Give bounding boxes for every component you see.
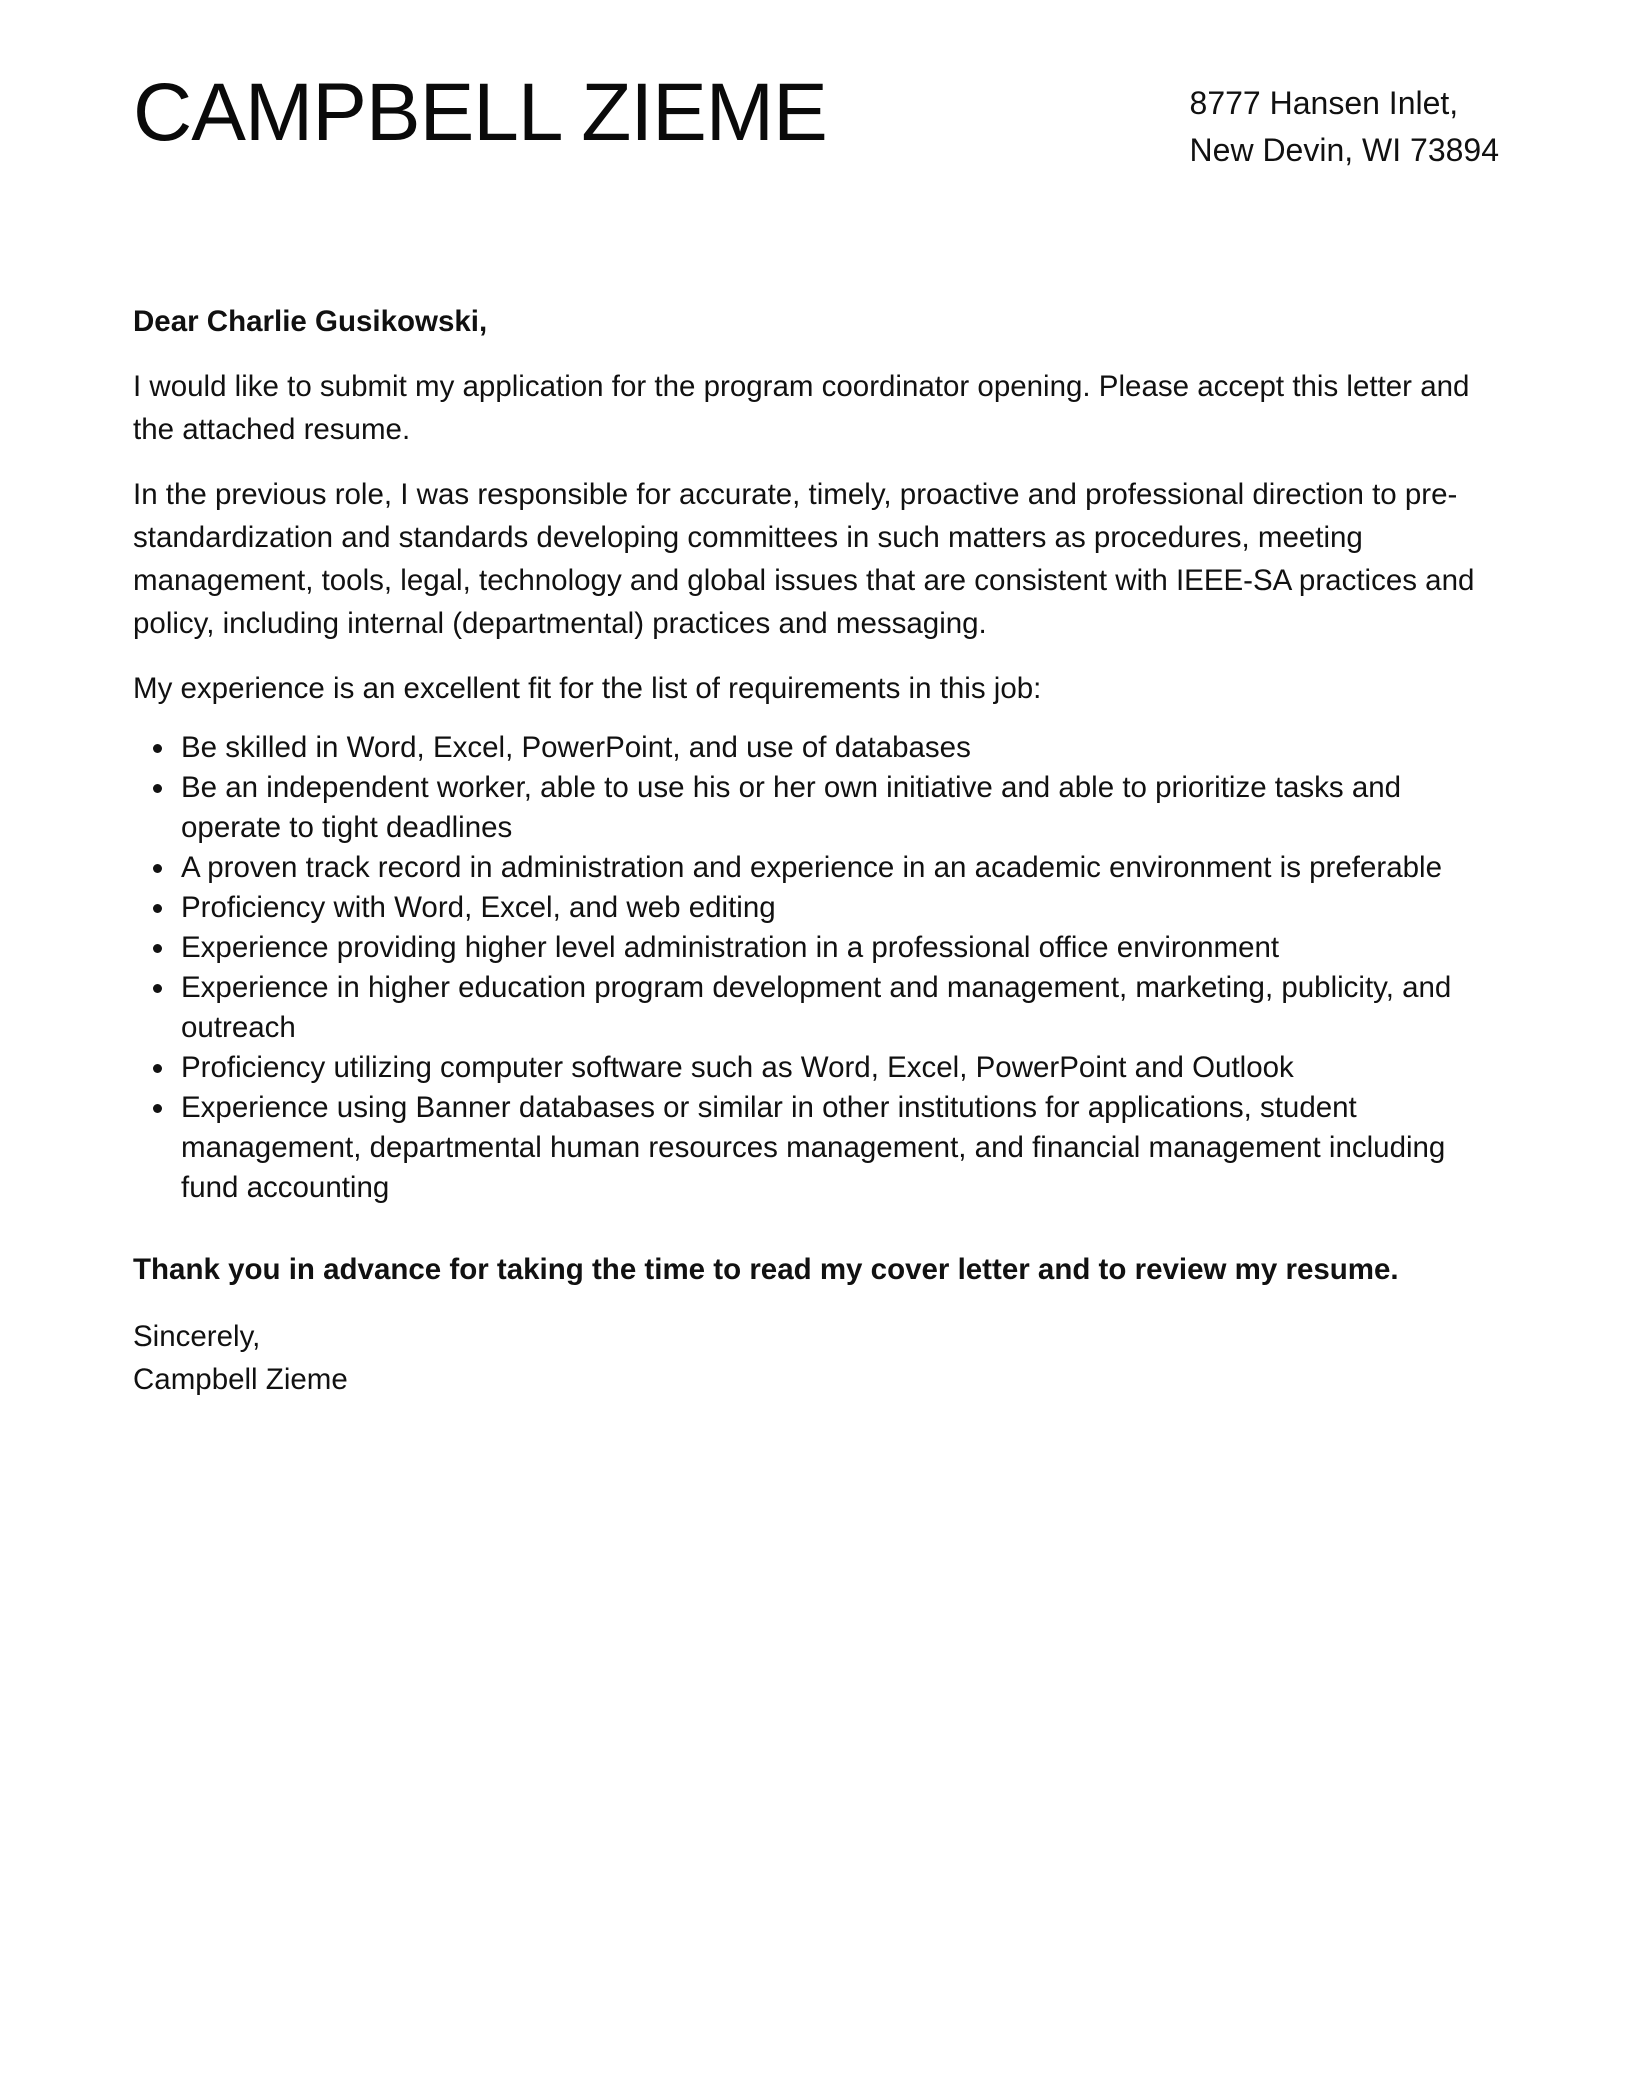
- list-item-text: Be an independent worker, able to use his or her own initiative and able to prioritize tasks and operate to tight deadlines: [181, 771, 1402, 844]
- bullet-icon: [153, 1104, 162, 1113]
- list-item-text: Experience in higher education program development and management, marketing, publicity, and outreach: [181, 971, 1452, 1044]
- list-item-text: Experience using Banner databases or similar in other institutions for applications, student management, departmental human resources management, and financial management including fund accounting: [181, 1091, 1446, 1204]
- salutation: Dear Charlie Gusikowski,: [133, 305, 488, 338]
- list-item-text: A proven track record in administration and experience in an academic environment is preferable: [181, 851, 1442, 884]
- bullet-icon: [153, 944, 162, 953]
- list-item: [133, 1088, 1499, 1208]
- experience-paragraph: In the previous role, I was responsible for accurate, timely, proactive and professional direction to pre-standardization and standards developing committees in such matters as procedures, meeting management, tools, legal, technology and global issues that are consistent with IEEE-SA practices and policy, including internal (departmental) practices and messaging.: [133, 478, 1475, 640]
- closing-statement: Thank you in advance for taking the time to read my cover letter and to review my resume.: [133, 1253, 1399, 1286]
- requirements-list: [133, 728, 1499, 1208]
- address-line-2: New Devin, WI 73894: [1189, 132, 1499, 168]
- bullet-icon: [153, 904, 162, 913]
- list-item: [133, 768, 1499, 848]
- bullet-icon: [153, 744, 162, 753]
- list-item-text: Be skilled in Word, Excel, PowerPoint, and use of databases: [181, 731, 971, 764]
- letter-body: [133, 300, 1499, 1401]
- list-item: [133, 848, 1499, 888]
- applicant-address: [1190, 80, 1499, 174]
- letter-header: [133, 0, 1499, 300]
- list-item-text: Proficiency with Word, Excel, and web editing: [181, 891, 776, 924]
- list-item: [133, 888, 1499, 928]
- list-item: [133, 968, 1499, 1048]
- list-item: [133, 1048, 1499, 1088]
- intro-paragraph: I would like to submit my application for the program coordinator opening. Please accept this letter and the attached resume.: [133, 370, 1470, 446]
- bullet-icon: [153, 864, 162, 873]
- signature-name: Campbell Zieme: [133, 1363, 348, 1396]
- list-item-text: Experience providing higher level administration in a professional office environment: [181, 931, 1280, 964]
- address-line-1: 8777 Hansen Inlet,: [1189, 85, 1459, 121]
- bullet-icon: [153, 1064, 162, 1073]
- bullet-icon: [153, 784, 162, 793]
- signoff: Sincerely,: [133, 1320, 261, 1353]
- bullet-icon: [153, 984, 162, 993]
- list-item: [133, 728, 1499, 768]
- applicant-name: CAMPBELL ZIEME: [133, 67, 827, 158]
- list-item-text: Proficiency utilizing computer software such as Word, Excel, PowerPoint and Outlook: [181, 1051, 1294, 1084]
- list-item: [133, 928, 1499, 968]
- requirements-intro: My experience is an excellent fit for the list of requirements in this job:: [133, 672, 1042, 705]
